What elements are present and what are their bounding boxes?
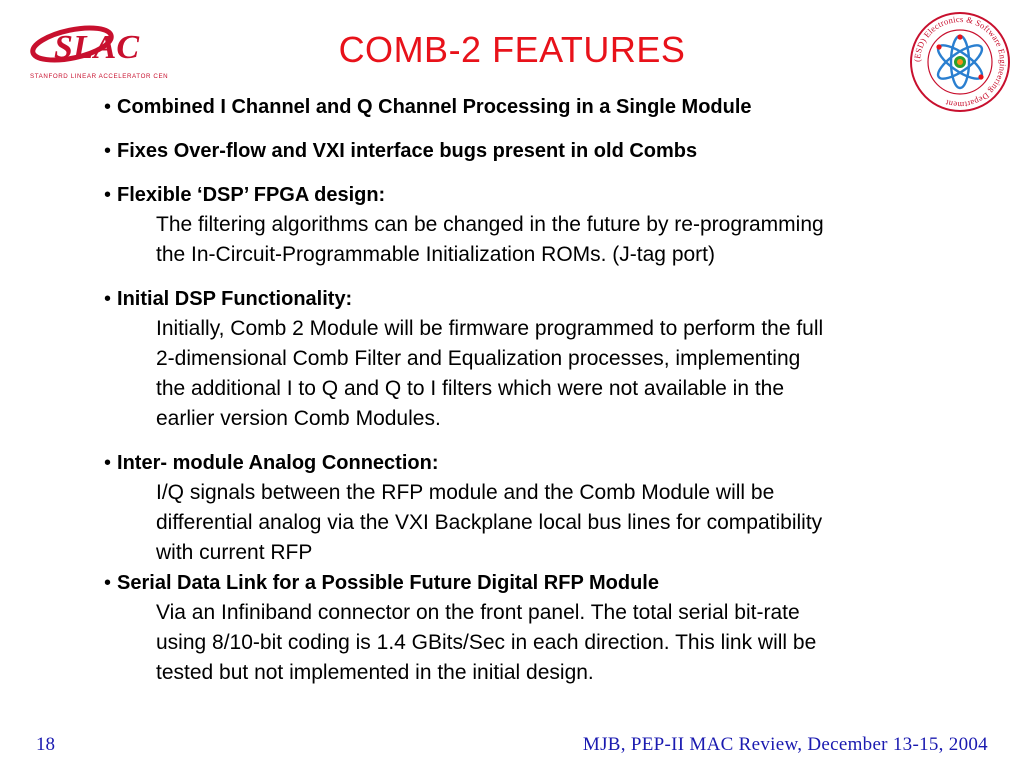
bullet-body-line: earlier version Comb Modules. — [156, 407, 441, 430]
bullet-body-line: tested but not implemented in the initial design. — [156, 661, 594, 684]
list-item-heading — [104, 136, 984, 166]
bullet-body-line: differential analog via the VXI Backplane local bus lines for compatibility — [156, 511, 823, 534]
bullet-icon: • — [104, 184, 112, 206]
list-item — [104, 568, 984, 688]
bullet-body — [104, 598, 984, 688]
list-item-heading — [104, 180, 984, 210]
bullet-heading-text: Flexible ‘DSP’ FPGA design: — [117, 184, 386, 206]
list-item — [104, 136, 984, 166]
slac-logo-mark: SLAC — [54, 29, 140, 66]
bullet-body-line: with current RFP — [156, 541, 313, 564]
list-item — [104, 180, 984, 270]
atom-icon — [934, 34, 987, 88]
list-item — [104, 284, 984, 434]
bullet-body-line: Via an Infiniband connector on the front panel. The total serial bit-rate — [156, 601, 800, 624]
list-item-heading — [104, 448, 984, 478]
bullet-body — [104, 478, 984, 568]
bullet-body-line: the additional I to Q and Q to I filters which were not available in the — [156, 377, 785, 400]
list-item — [104, 448, 984, 568]
list-item-heading — [104, 568, 984, 598]
bullet-icon: • — [104, 140, 112, 162]
bullet-icon: • — [104, 452, 112, 474]
bullet-body-line: using 8/10-bit coding is 1.4 GBits/Sec in each direction. This link will be — [156, 631, 817, 654]
slide-title: COMB-2 FEATURES — [338, 29, 686, 70]
list-item — [104, 92, 984, 122]
list-item-heading — [104, 92, 984, 122]
bullet-heading-text: Serial Data Link for a Possible Future Digital RFP Module — [117, 572, 659, 594]
bullet-body-line: I/Q signals between the RFP module and the Comb Module will be — [156, 481, 775, 504]
bullet-icon: • — [104, 572, 112, 594]
bullet-icon: • — [104, 288, 112, 310]
slac-logo-subtitle: STANFORD LINEAR ACCELERATOR CENTER — [30, 73, 168, 80]
bullet-heading-text: Initial DSP Functionality: — [117, 288, 353, 310]
footer-text: MJB, PEP-II MAC Review, December 13-15, 2004 — [582, 734, 988, 755]
bullet-heading-text: Inter- module Analog Connection: — [117, 452, 439, 474]
bullet-icon: • — [104, 96, 112, 118]
bullet-body-line: the In-Circuit-Programmable Initialization ROMs. (J-tag port) — [156, 243, 716, 266]
page-number: 18 — [36, 734, 55, 755]
bullet-heading-text: Combined I Channel and Q Channel Processing in a Single Module — [117, 96, 752, 118]
list-item-heading — [104, 284, 984, 314]
esd-logo-ring-text: (ESD) Electronics & Software Engineering Department — [911, 13, 1009, 111]
bullet-body-line: 2-dimensional Comb Filter and Equalization processes, implementing — [156, 347, 801, 370]
bullet-body-line: Initially, Comb 2 Module will be firmware programmed to perform the full — [156, 317, 824, 340]
bullet-body-line: The filtering algorithms can be changed in the future by re-programming — [156, 213, 824, 236]
feature-list — [104, 92, 984, 688]
bullet-body — [104, 210, 984, 270]
bullet-heading-text: Fixes Over-flow and VXI interface bugs present in old Combs — [117, 140, 698, 162]
bullet-body — [104, 314, 984, 434]
